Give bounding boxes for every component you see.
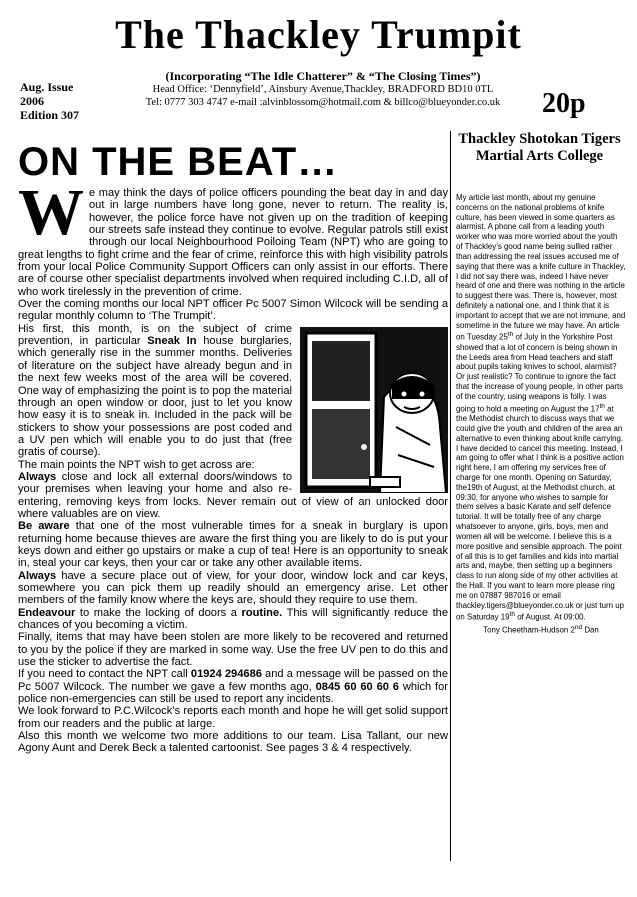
main-article [18,176,448,755]
issue-edition: Edition 307 [20,108,80,122]
head-office-line: Head Office: ‘Dennyfield’, Ainsbury Avenue,Thackley, BRADFORD BD10 0TL [152,84,494,95]
issue-info [20,80,79,122]
subhead [108,70,538,109]
sidebar-article [456,193,626,635]
column-divider [450,131,451,861]
price: 20p [542,88,586,119]
article-paragraph-4: The main points the NPT wish to get across are: [18,458,255,471]
article-paragraph-6: Be aware that one of the most vulnerable times for a sneak in burglary is upon returning home because thieves are aware the first thing you are likely to do is put your keys down and either go upstairs or make a cup of tea! Here is an opportunity to sneak in, steal your car keys, then your car or take any other available items. [18,520,448,570]
article-paragraph-3: His first, this month, is on the subject of crime prevention, in particular Sneak In house burglaries, which generally rise in the summer months. Deliveries of literature on the subject have already begun and in the next few weeks most of the area will be covered. One way of emphasizing the point is to pop the material through an open window or door, just to let you know how easy it is to sneak in. Included in the pack will be stickers to show your possessions are post coded and a UV pen which will enable you to do just that (free gratis of course). [18,323,448,459]
article-paragraph-5: Always close and lock all external doors/windows to your premises when leaving your home and also re-entering, removing keys from locks. Never remain out of view of an unlocked door where valuables are on view. [18,470,448,520]
issue-year: 2006 [20,94,44,108]
drop-cap: W [18,176,84,249]
article-paragraph-12: Also this month we welcome two more additions to our team. Lisa Tallant, our new Agony Aunt and Derek Beck a talented cartoonist. See pages 3 & 4 respectively. [18,730,448,755]
email-link[interactable]: thackley.tigers@blueyonder.co.uk [456,600,574,610]
masthead-title: The Thackley Trumpit [115,12,522,57]
article-paragraph-9: Finally, items that may have been stolen are more likely to be recovered and returned to you by the police if they are marked in some way. Use the free UV pen to do this and use the sticker to advertise the fact. [18,631,448,669]
sidebar-title: Thackley Shotokan Tigers Martial Arts College [458,131,621,164]
article-paragraph-2: Over the coming months our local NPT officer Pc 5007 Simon Wilcock will be sending a regular monthly column to ‘The Trumpit’. [18,298,448,323]
incorporating-line: (Incorporating “The Idle Chatterer” & “The Closing Times”) [165,69,481,83]
sidebar-paragraph-2: I have decided to cancel this meeting. Instead, I am going to offer what I think is a positive action right here, I am offering my services free of charge for one month. Opening on Saturday, the19th of August, at the Methodist church, at 09:30, for anyone who wishes to sample for them selves a basic Karate and self defence tutorial. It will be totally free of any charge whatsoever to anyone, girls, boys, men and women all will be welcome. I believe this is a more positive and sensible approach. The point of all this is to get families and kids into martial arts and, maybe, then setting up a beginners class to run along side of my other activities at the Hall. If you want to learn more please ring me on 07887 987016 or email thackley.tigers@blueyonder.co.uk or just turn up on Saturday 19th of August. At 09:00. [456,443,624,622]
sidebar-signature: Tony Cheetham-Hudson 2nd Dan [483,623,599,635]
sidebar-paragraph-1: My article last month, about my genuine concerns on the national problems of knife culture, has been viewed in some quarters as alarmist. A phone call from a leading youth worker who was more worried about the youth of Thackley’s good name being sullied rather than addressing the real issues accused me of saying that there was a knife culture in Thackley, I did not say there was, indeed I have never heard of one and there was nothing in the article to suggest there was. There is, however, most definitely a national one, and I think that it is important to accept that we are not immune, and sometime in the future we may have. An article on Tuesday 25th of July in the Yorkshire Post showed that a lot of concern is being shown in the Leeds area from Head teachers and staff about pupils taking knives to school, alarmist? Or just realistic? To continue to ignore the fact that the increase of young people, in other parts of the country, using weapons is folly. I was going to hold a meeting on August the 17th at the Methodist church to discuss ways that we could give the youth and children of the area an alternative to even thinking about knife carrying. [456,193,626,443]
article-paragraph-10: If you need to contact the NPT call 01924 294686 and a message will be passed on the Pc 5007 Wilcock. The number we gave a few months ago, 0845 60 60 60 6 which for police non-emergencies can still be used to report any incidents. [18,668,448,706]
contact-line: Tel: 0777 303 4747 e-mail :alvinblossom@hotmail.com & billco@blueyonder.co.uk [145,97,501,108]
article-paragraph-11: We look forward to P.C.Wilcock’s reports each month and hope he will get solid support from our readers and the public at large. [18,705,448,730]
article-paragraph-8: Endeavour to make the locking of doors a routine. This will significantly reduce the chances of you becoming a victim. [18,606,448,632]
article-paragraph-1: We may think the days of police officers pounding the beat day in and day out in large numbers have long gone, never to return. The reality is, however, the police force have not given up on the tradition of keeping our streets safe instead they continue to evolve. Regular patrols still exist through our local Neighbourhood Poiloing Team (NPT) who are going to great lengths to fight crime and the fear of crime, reinforce this with high visibility patrols from your local Police Community Support Officers can only assist in our efforts. There are of course other specialist departments involved when required including C.I.D, all of who work tirelessly in the prevention of crime. [18,176,448,298]
burglar-cartoon [300,327,448,493]
headline: ON THE BEAT… [18,140,339,184]
issue-month: Aug. Issue [20,80,74,94]
article-paragraph-7: Always have a secure place out of view, for your door, window lock and car keys, somewhere you can pick them up readily should an emergency arise. Let other members of the family know where the keys are, should they require to use them. [18,569,448,607]
